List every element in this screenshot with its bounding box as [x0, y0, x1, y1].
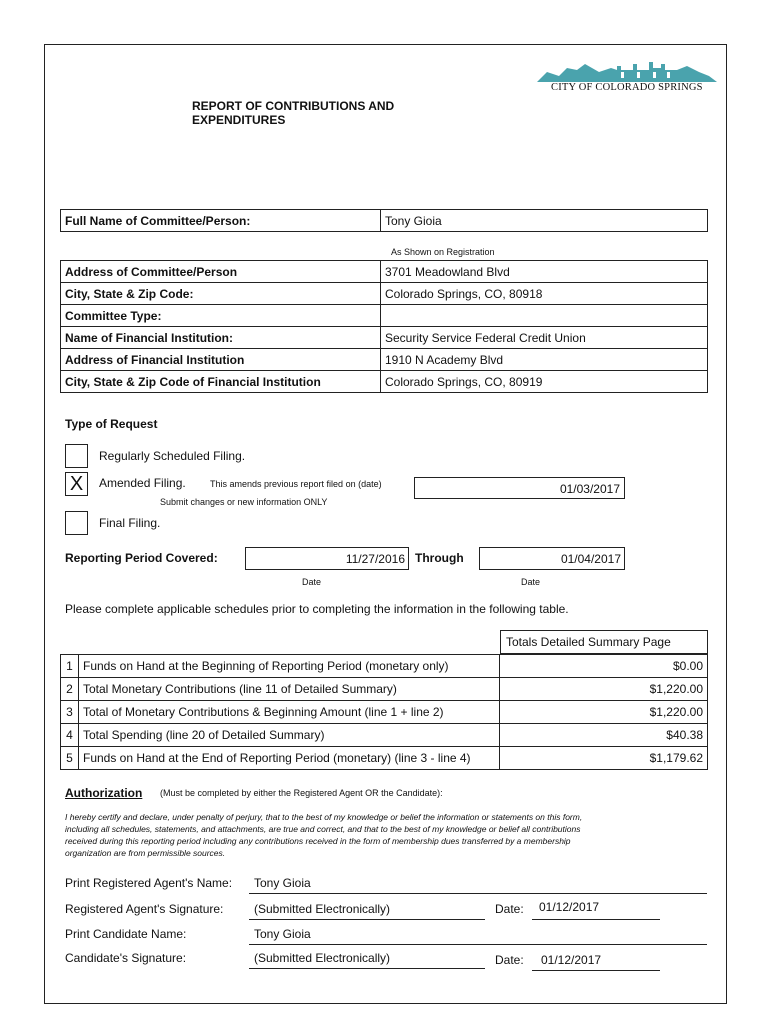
agent-name-line	[249, 893, 707, 894]
summary-row-label: Total of Monetary Contributions & Beginning Amount (line 1 + line 2)	[79, 701, 500, 724]
amended-note: This amends previous report filed on (date)	[210, 479, 382, 489]
summary-row	[61, 701, 708, 724]
summary-row-amount[interactable]: $1,179.62	[500, 747, 708, 770]
summary-row-label: Funds on Hand at the End of Reporting Period (monetary) (line 3 - line 4)	[79, 747, 500, 770]
summary-row-amount[interactable]: $40.38	[500, 724, 708, 747]
statement-line: including all schedules, statements, and attachments, are true and correct, and that to the best of my knowledge or belief all contributions	[65, 824, 581, 834]
detail-label: Address of Committee/Person	[61, 261, 381, 283]
agent-date-field[interactable]: 01/12/2017	[539, 900, 600, 914]
detail-label: City, State & Zip Code of Financial Institution	[61, 371, 381, 393]
detail-field[interactable]: Colorado Springs, CO, 80918	[381, 283, 708, 305]
summary-row-label: Total Monetary Contributions (line 11 of Detailed Summary)	[79, 678, 500, 701]
agent-date-label: Date:	[495, 902, 524, 916]
agent-name-field[interactable]: Tony Gioia	[254, 876, 311, 890]
regular-filing-checkbox[interactable]	[65, 444, 88, 468]
detail-label: City, State & Zip Code:	[61, 283, 381, 305]
from-date-caption: Date	[302, 577, 322, 587]
candidate-date-line	[532, 970, 660, 971]
summary-row	[61, 724, 708, 747]
statement-line: received during this reporting period including any contributions received in the form of membership dues transferred by a membership	[65, 836, 571, 846]
summary-row-amount[interactable]: $1,220.00	[500, 678, 708, 701]
summary-header: Totals Detailed Summary Page	[500, 630, 708, 654]
summary-row-number: 2	[61, 678, 79, 701]
detail-label: Address of Financial Institution	[61, 349, 381, 371]
detail-field[interactable]: Colorado Springs, CO, 80919	[381, 371, 708, 393]
period-from-field[interactable]: 11/27/2016	[245, 547, 409, 570]
detail-label: Name of Financial Institution:	[61, 327, 381, 349]
candidate-date-label: Date:	[495, 953, 524, 967]
agent-name-label: Print Registered Agent's Name:	[65, 876, 233, 890]
final-filing-label: Final Filing.	[99, 516, 161, 530]
detail-label: Committee Type:	[61, 305, 381, 327]
amended-filing-label: Amended Filing.	[99, 476, 186, 490]
candidate-signature-line	[249, 968, 485, 969]
candidate-name-label: Print Candidate Name:	[65, 927, 187, 941]
detail-field[interactable]: 1910 N Academy Blvd	[381, 349, 708, 371]
summary-row-number: 5	[61, 747, 79, 770]
period-to-field[interactable]: 01/04/2017	[479, 547, 625, 570]
to-date-caption: Date	[521, 577, 541, 587]
agent-signature-label: Registered Agent's Signature:	[65, 902, 224, 916]
detail-field[interactable]: 3701 Meadowland Blvd	[381, 261, 708, 283]
request-heading: Type of Request	[65, 417, 158, 431]
summary-row-number: 1	[61, 655, 79, 678]
authorization-note: (Must be completed by either the Registered Agent OR the Candidate):	[160, 788, 443, 798]
form-title-line1: REPORT OF CONTRIBUTIONS AND	[192, 99, 395, 113]
agent-date-line	[532, 919, 660, 920]
regular-filing-label: Regularly Scheduled Filing.	[99, 449, 246, 463]
registration-note: As Shown on Registration	[391, 247, 495, 257]
candidate-signature-field[interactable]: (Submitted Electronically)	[254, 951, 391, 965]
authorization-heading: Authorization	[65, 786, 143, 800]
details-table	[60, 260, 708, 393]
summary-row-label: Total Spending (line 20 of Detailed Summary)	[79, 724, 500, 747]
summary-row	[61, 747, 708, 770]
committee-name-field[interactable]: Tony Gioia	[381, 210, 708, 232]
summary-row	[61, 655, 708, 678]
period-label: Reporting Period Covered:	[65, 551, 218, 565]
candidate-name-line	[249, 944, 707, 945]
agent-signature-field[interactable]: (Submitted Electronically)	[254, 902, 391, 916]
amended-sub-note: Submit changes or new information ONLY	[160, 497, 328, 507]
city-logo	[537, 58, 717, 94]
through-label: Through	[415, 551, 464, 565]
summary-row	[61, 678, 708, 701]
candidate-date-field[interactable]: 01/12/2017	[541, 953, 602, 967]
form-title-line2: EXPENDITURES	[192, 113, 286, 127]
summary-row-number: 3	[61, 701, 79, 724]
committee-table	[60, 209, 708, 232]
detail-field[interactable]	[381, 305, 708, 327]
summary-row-label: Funds on Hand at the Beginning of Reporting Period (monetary only)	[79, 655, 500, 678]
candidate-signature-label: Candidate's Signature:	[65, 951, 187, 965]
detail-field[interactable]: Security Service Federal Credit Union	[381, 327, 708, 349]
amended-filing-checkbox[interactable]: X	[65, 472, 88, 496]
final-filing-checkbox[interactable]	[65, 511, 88, 535]
summary-table	[60, 654, 708, 770]
instructions-text: Please complete applicable schedules prior to completing the information in the following table.	[65, 602, 569, 616]
summary-row-amount[interactable]: $1,220.00	[500, 701, 708, 724]
summary-row-amount[interactable]: $0.00	[500, 655, 708, 678]
statement-line: organization are from permissible sources.	[65, 848, 226, 858]
summary-row-number: 4	[61, 724, 79, 747]
candidate-name-field[interactable]: Tony Gioia	[254, 927, 311, 941]
skyline-icon	[537, 58, 717, 84]
committee-label: Full Name of Committee/Person:	[61, 210, 381, 232]
amended-date-field[interactable]: 01/03/2017	[414, 477, 625, 499]
agent-signature-line	[249, 919, 485, 920]
logo-text: CITY OF COLORADO SPRINGS	[551, 82, 703, 93]
statement-line: I hereby certify and declare, under penalty of perjury, that to the best of my knowledge or belief the information or statements on this form,	[65, 812, 583, 822]
